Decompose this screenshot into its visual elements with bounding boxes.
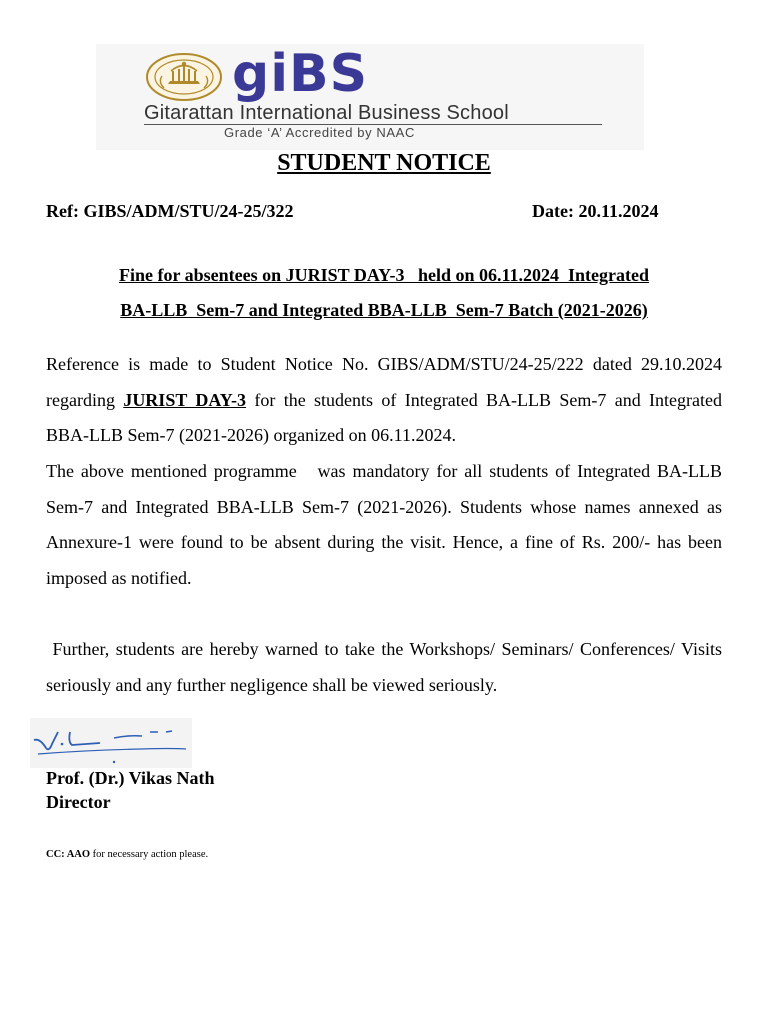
signatory-designation: Director — [46, 792, 111, 812]
signatory-name: Prof. (Dr.) Vikas Nath — [46, 768, 215, 788]
subject-line-1: Fine for absentees on JURIST DAY-3 held on 06.11.2024 Integrated — [118, 265, 650, 285]
accreditation-line: Grade ‘A’ Accredited by NAAC — [224, 125, 415, 140]
notice-date: Date: 20.11.2024 — [532, 201, 659, 221]
cc-line — [46, 848, 208, 862]
p3-text: Further, students are hereby warned to take the Workshops/ Seminars/ Conferences/ Visits seriously and any further negligence shall be viewed seriously. — [46, 639, 722, 695]
p1-text-after: for the students of Integrated BA-LLB Sem-7 and Integrated BBA-LLB Sem-7 (2021-2026) organized on 06.11.2024. — [46, 389, 722, 445]
notice-title: STUDENT NOTICE — [277, 150, 491, 176]
reference-number: Ref: GIBS/ADM/STU/24-25/322 — [46, 201, 294, 221]
handwritten-signature — [30, 718, 192, 768]
body-paragraph-3 — [46, 632, 722, 703]
notice-subject — [46, 258, 722, 328]
cc-label: CC: AAO — [46, 849, 91, 860]
cc-text: for necessary action please. — [90, 849, 209, 860]
body-paragraph-1 — [46, 347, 722, 454]
p1-text-before: Reference is made to Student Notice No. GIBS/ADM/STU/24-25/222 dated 29.10.2024 regarding — [46, 354, 722, 410]
event-name-highlight: JURIST DAY-3 — [123, 389, 247, 410]
school-full-name: Gitarattan International Business School — [144, 102, 509, 124]
subject-line-2: BA-LLB Sem-7 and Integrated BBA-LLB Sem-7 Batch (2021-2026) — [120, 300, 648, 320]
brand-logo-text: giBS — [232, 44, 369, 104]
school-seal-logo — [144, 52, 224, 102]
body-paragraph-2: The above mentioned programme was mandatory for all students of Integrated BA-LLB Sem-7 and Integrated BBA-LLB Sem-7 (2021-2026). Students whose names annexed as Annexure-1 were found to be absent during the visit. Hence, a fine of Rs. 200/- has been imposed as notified. — [46, 461, 727, 588]
